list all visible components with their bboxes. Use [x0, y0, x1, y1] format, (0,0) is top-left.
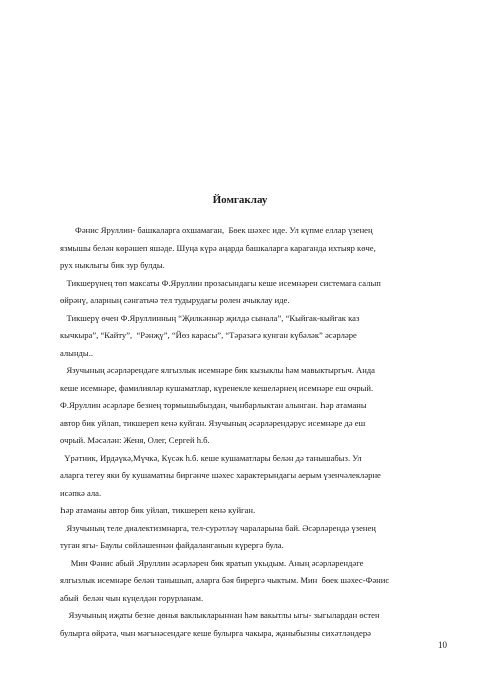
text-line: булырга өйрәтә, чын мәгънәсендәге кеше булырга чакыра, җаныбызны сихәтләндерә	[60, 627, 371, 638]
text-line: Язучының әсәрләрендәге ялгызлык исемнәре бик кызыклы һәм мавыктыргыч. Анда	[60, 365, 375, 375]
text-line: Ф.Яруллин әсәрләре безнең тормышыбыздан, чынбарлыктан алынган. Һәр атаманы	[60, 400, 367, 410]
text-line: туган ягы- Баулы сөйләшеннән файдаланганын күрергә була.	[60, 540, 284, 550]
text-line: кычкыра”, “Кайту”, “Рәнҗү”, “Йөз карасы”, “Тәрәзәгә кунган күбәләк” әсәрләре	[60, 330, 357, 340]
text-line: язмышы белән көрәшеп яшәде. Шуңа күрә аңарда башкаларга караганда ихтыяр көче,	[60, 242, 376, 253]
text-line: өйрәнү, аларның сәнгатьчә тел тудырудагы ролен ачыклау иде.	[60, 295, 290, 305]
section-heading: Йомгаклау	[212, 194, 268, 206]
text-line: аларга тегеу яки бу кушаматны биргәнче шәхес характерындагы аерым үзенчәлекләрне	[60, 470, 381, 480]
text-line: абый белән чын күңелдән горурланам.	[60, 592, 204, 603]
text-line: очрый. Мәсәлән: Женя, Олег, Сергей һ.б.	[60, 435, 210, 445]
text-line: Язучының иҗаты безне дөнья ваклыкларыннан һәм вакытлы ыгы- зыгылардан өстен	[60, 610, 380, 620]
text-line: кеше исемнәре, фамилияләр кушаматлар, күренекле кешеләрнең исемнәре еш очрый.	[60, 382, 374, 393]
text-line: рух ныклыгы бик зур булды.	[60, 260, 165, 270]
text-line: Тикшерү өчен Ф.Яруллинның “Җилкәннәр җилдә сынала”, “Кыйгак-кыйгак каз	[60, 312, 360, 323]
text-line: Үрәтник, Ирдәүкә,Мүчкә, Күсәк һ.б. кеше кушаматлары белән дә танышабыз. Ул	[60, 452, 362, 463]
body-text	[60, 222, 412, 642]
text-line: исәпкә ала.	[60, 487, 102, 498]
text-line: Язучының теле диалектизмнарга, тел-сурәтләү чараларына бай. Әсәрләрендә үзенең	[60, 522, 376, 533]
text-line: автор бик уйлап, тикшереп кенә куйган. Язучының әсәрләрендәрус исемнәре дә еш	[60, 417, 366, 428]
text-line: Тикшерүнең төп максаты Ф.Яруллин прозасындагы кеше исемнәрен системага салып	[60, 277, 381, 288]
text-line: ялгызлык исемнәре белән танышып, аларга бәя бирергә чыктым. Мин бөек шәхес-Фәнис	[60, 575, 390, 585]
text-line: алынды..	[60, 347, 93, 358]
text-line: Мин Фәнис абый .Яруллин әсәрләрен бик яратып укыдым. Аның әсәрләрендәге	[60, 557, 364, 568]
page-number: 10	[438, 640, 447, 650]
text-line: Фәнис Яруллин- башкаларга охшамаган, Бөек шәхес иде. Ул күпме еллар үзенең	[60, 225, 373, 235]
text-line: Һәр атаманы автор бик уйлап, тикшереп кенә куйган.	[60, 505, 256, 515]
